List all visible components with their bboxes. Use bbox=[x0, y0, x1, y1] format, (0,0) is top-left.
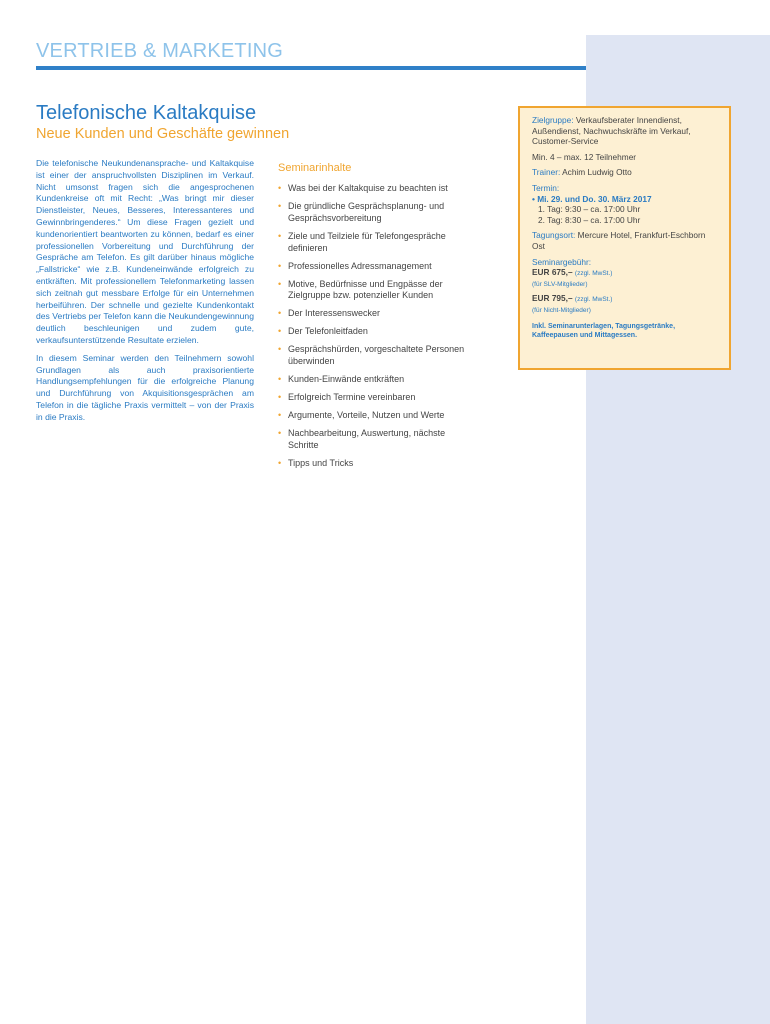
fees bbox=[532, 257, 719, 317]
list-item bbox=[278, 279, 478, 303]
fees-label: Seminargebühr: bbox=[532, 256, 592, 267]
seminar-list bbox=[278, 183, 478, 470]
list-item bbox=[278, 344, 478, 368]
price-nonmembers-amount: EUR 795,– bbox=[532, 293, 573, 304]
bullet-icon: • bbox=[278, 278, 282, 289]
page-title: Telefonische Kaltakquise bbox=[36, 102, 257, 124]
bullet-icon: • bbox=[278, 200, 282, 211]
list-item bbox=[278, 392, 478, 404]
target-group-label: Zielgruppe: bbox=[532, 115, 574, 125]
list-item bbox=[278, 326, 478, 338]
price-members-note: (für SLV-Mitglieder) bbox=[532, 280, 588, 288]
list-item-text: Professionelles Adressmanagement bbox=[288, 260, 432, 271]
list-item bbox=[278, 201, 478, 225]
bullet-icon: • bbox=[278, 428, 282, 439]
day-2-time: 2. Tag: 8:30 – ca. 17:00 Uhr bbox=[538, 214, 641, 225]
bullet-icon: • bbox=[278, 308, 282, 319]
list-item-text: Ziele und Teilziele für Telefongespräche definieren bbox=[288, 230, 446, 253]
list-item bbox=[278, 308, 478, 320]
trainer-name: Achim Ludwig Otto bbox=[562, 167, 632, 178]
header-rule bbox=[36, 66, 586, 70]
bullet-icon: • bbox=[278, 457, 282, 468]
list-item-text: Nachbearbeitung, Auswertung, nächste Schritte bbox=[288, 428, 446, 450]
trainer bbox=[532, 167, 719, 178]
section-title: VERTRIEB & MARKETING bbox=[36, 40, 284, 62]
list-item-text: Tipps und Tricks bbox=[288, 457, 354, 468]
list-item-text: Die gründliche Gesprächsplanung- und Gesprächsvorbereitung bbox=[288, 200, 445, 223]
list-item-text: Der Telefonleitfaden bbox=[288, 326, 368, 337]
list-item bbox=[278, 410, 478, 422]
bullet-icon: • bbox=[278, 326, 282, 337]
intro-paragraph-2: In diesem Seminar werden den Teilnehmern sowohl Grundlagen als auch praxisorientierte Handlungsempfehlungen für die erfolgreiche Planung und Durchführung von Akquisitionsgesprächen am Telefon in die tägliche Praxis vermittelt – von der Praxis in die Praxis. bbox=[36, 352, 254, 422]
list-item-text: Argumente, Vorteile, Nutzen und Werte bbox=[288, 410, 445, 421]
intro-paragraph-1: Die telefonische Neukundenansprache- und Kaltakquise ist einer der anspruchvollsten Disziplinen im Verkauf. Nicht umsonst fragen sich die angesprochenen Kundenkreise oft mit Recht: „Was bringt mir dieser Dienstleister, Neues, Besseres, Interessanteres und Gewinnbringenderes.“ Um diese Fragen gezielt und kundenorientiert beantworten zu können, bedarf es einer professionellen Vorbereitung und Durchführung der Gespräche am Telefon. Es gilt darüber hinaus mögliche „Fallstricke“ wie z.B. Kundeneinwände erfolgreich zu entkräften. Mit professionellem Telefonmarketing lassen sich zeitnah gut messbare Erfolge für ein Unternehmen herbeiführen. Der schnelle und gezielte Kundenkontakt des Vertriebs per Telefon kann die Neukundengewinnung deutlich beschleunigen und zudem gute, verkaufsunterstützende Resultate erzielen. bbox=[36, 158, 254, 345]
bullet-icon: • bbox=[278, 230, 282, 241]
list-item-text: Kunden-Einwände entkräften bbox=[288, 374, 405, 385]
bullet-icon: • bbox=[278, 392, 282, 403]
trainer-label: Trainer: bbox=[532, 167, 561, 178]
bullet-icon: • bbox=[278, 410, 282, 421]
price-nonmembers-note: (für Nicht-Mitglieder) bbox=[532, 306, 591, 314]
seminar-contents bbox=[278, 162, 478, 476]
list-item bbox=[278, 231, 478, 255]
venue-text: Mercure Hotel, Frankfurt-Eschborn Ost bbox=[532, 230, 706, 251]
target-group-text: Verkaufsberater Innendienst, Außendienst, Nachwuchskräfte im Verkauf, Customer-Service bbox=[532, 115, 691, 147]
day-1-time: 1. Tag: 9:30 – ca. 17:00 Uhr bbox=[538, 204, 641, 215]
list-item-text: Erfolgreich Termine vereinbaren bbox=[288, 392, 416, 403]
bullet-icon: • bbox=[278, 183, 282, 193]
bullet-icon: • bbox=[278, 344, 282, 355]
target-group bbox=[532, 115, 719, 147]
dates bbox=[532, 183, 719, 225]
inclusive-note: Inkl. Seminarunterlagen, Tagungsgetränke, Kaffeepausen und Mittagessen. bbox=[532, 322, 676, 339]
price-members-amount: EUR 675,– bbox=[532, 267, 573, 278]
list-item bbox=[278, 183, 478, 195]
list-item bbox=[278, 428, 478, 452]
dates-value: • Mi. 29. und Do. 30. März 2017 bbox=[532, 193, 652, 204]
list-item-text: Motive, Bedürfnisse und Engpässe der Zielgruppe bzw. potenzieller Kunden bbox=[288, 278, 443, 301]
venue-label: Tagungsort: bbox=[532, 230, 576, 241]
price-nonmembers bbox=[532, 293, 719, 306]
list-item-text: Der Interessenswecker bbox=[288, 308, 381, 319]
list-item bbox=[278, 458, 478, 470]
list-item-text: Was bei der Kaltakquise zu beachten ist bbox=[288, 183, 448, 193]
list-item bbox=[278, 261, 478, 273]
price-members bbox=[532, 267, 719, 280]
list-item-text: Gesprächshürden, vorgeschaltete Personen überwinden bbox=[288, 344, 465, 367]
list-item bbox=[278, 374, 478, 386]
page-subtitle: Neue Kunden und Geschäfte gewinnen bbox=[36, 126, 290, 142]
info-box bbox=[518, 106, 731, 370]
participants: Min. 4 – max. 12 Teilnehmer bbox=[532, 151, 637, 162]
intro-text bbox=[36, 158, 254, 430]
bullet-icon: • bbox=[278, 260, 282, 271]
venue bbox=[532, 230, 719, 251]
price-nonmembers-tax: (zzgl. MwSt.) bbox=[574, 296, 613, 304]
price-members-tax: (zzgl. MwSt.) bbox=[574, 270, 613, 278]
bullet-icon: • bbox=[278, 374, 282, 385]
seminar-heading: Seminarinhalte bbox=[278, 162, 352, 174]
dates-label: Termin: bbox=[532, 182, 560, 193]
